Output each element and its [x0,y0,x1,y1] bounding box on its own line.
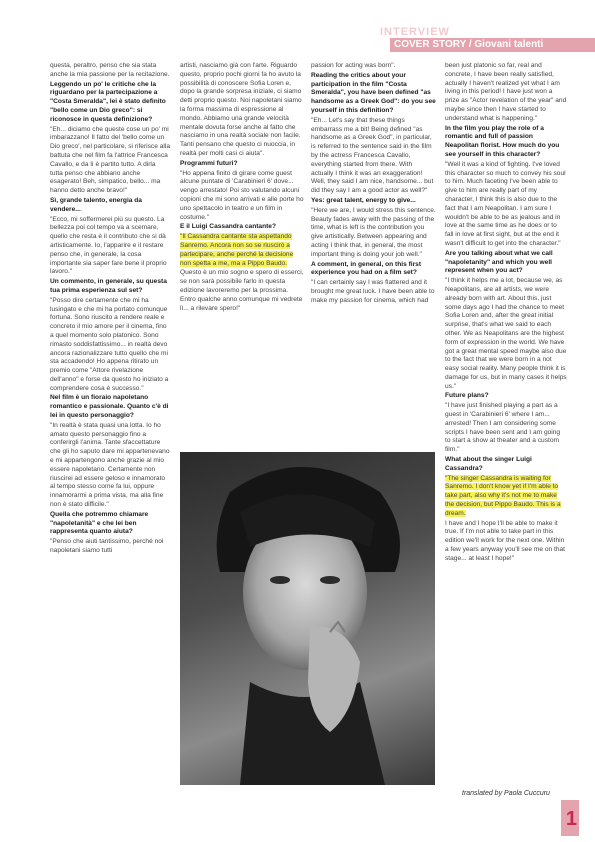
answer-paragraph [50,62,170,80]
section-title: COVER STORY / Giovani talenti [394,39,544,50]
paragraph-text: A comment, in general, on this first experience you had on a film set? [311,260,422,277]
portrait-photo [180,452,435,785]
paragraph-text: Quella che potremmo chiamare "napoletanità" e che lei ben rappresenta quanto aiuta? [50,510,149,536]
question-paragraph [50,197,170,215]
question-paragraph [180,160,305,169]
header-ghost-text: INTERVIEW [380,26,450,38]
answer-paragraph [180,62,305,159]
column-1 [50,62,170,797]
answer-paragraph [50,422,170,510]
paragraph-text: Yes: great talent, energy to give... [311,196,416,204]
answer-paragraph [445,402,567,455]
question-paragraph [180,223,305,232]
paragraph-text: "Here we are, I would stress this sentence. Beauty fades away with the passing of the time, what is left is the contribution you give artistically. Between appearing and acting I think that, in general, the most important thing is doing your job well." [311,206,436,258]
paragraph-text: Programmi futuri? [180,159,238,167]
paragraph-text: In the film you play the role of a romantic and full of passion Neapolitan florist. How much do you see yourself in this character? [445,124,560,158]
answer-paragraph [311,279,436,305]
paragraph-text: Are you talking about what we call "napoletanity" and which you well represent when you act? [445,249,553,275]
paragraph-text: been just platonic so far, real and concrete, I have been really satisfied, actually I haven't realized yet what I am living in this period! I have just won a prize as "Actor revelation of the year" and maybe since then I have started to understand what is happening." [445,62,567,122]
paragraph-text: Sì, grande talento, energia da vendere... [50,196,142,213]
question-paragraph [50,278,170,296]
paragraph-text: "I can certainly say I was flattered and it brought me great luck. I have been able to make my passion for cinema, which had [311,279,435,304]
highlighted-text: "Il Cassandra cantante sta aspettando Sanremo. Ancora non so se riuscirò a partecipare, anche perché la decisione non spetta a me, ma a Pippo Baudo. [180,233,294,267]
paragraph-text: Nel film è un fioraio napoletano romantico e passionale. Quanto c'è di lei in questo personaggio? [50,394,169,420]
paragraph-text: questa, peraltro, penso che sia stata anche la mia passione per la recitazione. [50,62,170,78]
paragraph-text: "Posso dire certamente che mi ha lusingato e che mi ha portato comunque fortuna. Sono riuscito a rendere reale e concreto il mio amore per il cinema, fino a quel momento solo platonico. Sono rimasto soddisfattissimo... in realtà devo ancora razionalizzare tutto quello che mi sta accadendo! Ho appena ritirato un premio come "Attore rivelazione dell'anno" e forse da questo ho iniziato a comprendere cosa è successo." [50,296,169,392]
answer-paragraph [50,216,170,278]
answer-paragraph [50,538,170,556]
answer-paragraph [445,277,567,391]
answer-paragraph [311,117,436,196]
paragraph-text: "Penso che aiuti tantissimo, perché noi napoletani siamo tutti [50,538,164,555]
answer-paragraph [445,520,567,564]
answer-paragraph [180,233,305,268]
column-3 [311,62,436,442]
paragraph-text: "In realtà è stata quasi una lotta. Io ho amato questo personaggio fino a conferirgli l'anima. Tante sfaccettature che gli ho saputo dare mi appartenevano e mi appartengono anche grazie al mio essere napoletano. Certamente non riuscirei ad essere geloso e innamorato al tempo stesso come fa lui, oppure innamorarmi a prima vista, ma alla fine non è stato difficile." [50,421,170,509]
paragraph-text: "Ho appena finito di girare come guest alcune puntate di 'Carabinieri 6' dove... vengo arrestato! Poi sto valutando alcuni copioni che mi sono arrivati e alle porte ho uno spettacolo in teatro e un film in costume." [180,169,304,221]
paragraph-text: Un commento, in generale, su questa tua prima esperienza sul set? [50,278,167,294]
paragraph-text: Future plans? [445,392,489,400]
answer-paragraph [311,62,436,71]
question-paragraph [445,456,567,474]
answer-paragraph [180,269,305,313]
paragraph-text: Leggendo un po' le critiche che la riguardano per la partecipazione a "Costa Smeralda", lei è stato definito "bello come un Dio greco": si riconosce in questa definizione? [50,80,166,123]
question-paragraph [445,250,567,276]
section-header [380,26,595,52]
paragraph-text: "I think it helps me a lot, because we, as Neapolitans, are all artists, we were already born with art. About this, just some days ago I had the chance to meet Sofia Loren and, after the great initial surprise, that's what we said to each other. We as Neapolitans are the highest form of expression in the world. We have got a great mental speed maybe also due to the fact that we were born in a not easy social reality. Many people think it is damage for us, but in many cases it helps us." [445,277,567,390]
column-4 [445,62,567,797]
column-2 [180,62,305,442]
paragraph-text: passion for acting was born". [311,62,396,69]
answer-paragraph [445,62,567,124]
answer-paragraph [50,297,170,394]
question-paragraph [50,81,170,125]
highlighted-text: "The singer Cassandra is waiting for Sanremo. I don't know yet if I'm able to take part, also why it's not me to make the decision, but Pippo Baudo. This is a dream. [445,474,561,517]
paragraph-text: What about the singer Luigi Cassandra? [445,456,532,472]
paragraph-text: "Well it was a kind of fighting. I've loved this character so much to convey his soul to him. Much faceting I've been able to give to him are really part of my character, I think this is also due to the fact that I am Neapolitan. I am sure I wouldn't be able to be as jealous and in love at the same time as he does or to fall in love at first sight, but at the end it wasn't difficult to get into the character." [445,160,566,247]
question-paragraph [311,72,436,116]
paragraph-text: I have and I hope I'll be able to make it true. If I'm not able to take part in this edition we'll work for the next one. Within a few years anyway you'll see me on that stage... at least I hope!" [445,519,566,562]
page-number: 1 [565,808,577,830]
answer-paragraph [311,207,436,260]
answer-paragraph [180,170,305,223]
question-paragraph [50,511,170,537]
answer-paragraph [445,161,567,249]
paragraph-text: artisti, nasciamo già con l'arte. Riguardo questo, proprio pochi giorni fa ho avuto la possibilità di conoscere Sofia Loren e, dopo la grande sorpresa iniziale, ci siamo detti proprio questo. Noi napoletani siamo la forma massima di espressione al mondo. Abbiamo una grande velocità mentale dovuta forse anche al fatto che nasciamo in una realtà sociale non facile. Tanti pensano che questo ci nuoccia, in realtà per molti casi ci aiuta". [180,62,302,157]
question-paragraph [445,125,567,160]
question-paragraph [50,394,170,420]
answer-paragraph [445,475,567,519]
paragraph-text: E il Luigi Cassandra cantante? [180,223,276,231]
question-paragraph [445,392,567,401]
paragraph-text: "Ecco, mi soffermerei più su questo. La bellezza poi col tempo va a scemare, quello che resta è il contributo che si dà artisticamente. Io, l'apparire e il restare penso che, in generale, la cosa importante sia saper fare bene il proprio lavoro." [50,215,167,276]
paragraph-text: "I have just finished playing a part as a guest in 'Carabinieri 6' where I am... arrested! Then I am considering some scripts I have been sent and I am going to start a show at theater and a custom film." [445,402,561,454]
question-paragraph [311,197,436,206]
question-paragraph [311,261,436,279]
paragraph-text: "Eh... diciamo che queste cose un po' mi imbarazzano! Il fatto del 'bello come un Dio greco', nel particolare, si riferisce alla battuta che nel film fa l'attrice Francesca Cavallo, e da lì è partito tutto. A dirla tutta penso che abbiano anche esagerato! Beh, simpatico, bello... ma hanno detto anche bravo!" [50,125,170,195]
paragraph-text: Reading the critics about your participation in the film "Costa Smeralda", you have been defined "as handsome as a Greek God": do you see yourself in this definition? [311,71,436,114]
paragraph-text: "Eh... Let's say that these things embarrass me a bit! Being defined "as handsome as a Greek God", in particular, is referred to the sentence said in the film by the actress Francesca Cavallo, everything started from there. With actually I think it was an exaggeration! Well, they said I am nice, handsome... but did they say I am a good actor as well?" [311,116,434,195]
translation-credit: translated by Paola Cuccuru [462,790,550,797]
paragraph-text: Questo è un mio sogno e spero di esserci, se non sarà possibile farlo in questa edizione lavoreremo per la prossima. Entro qualche anno comunque mi vedrete lì... a rilevare spero!" [180,269,304,312]
answer-paragraph [50,126,170,196]
